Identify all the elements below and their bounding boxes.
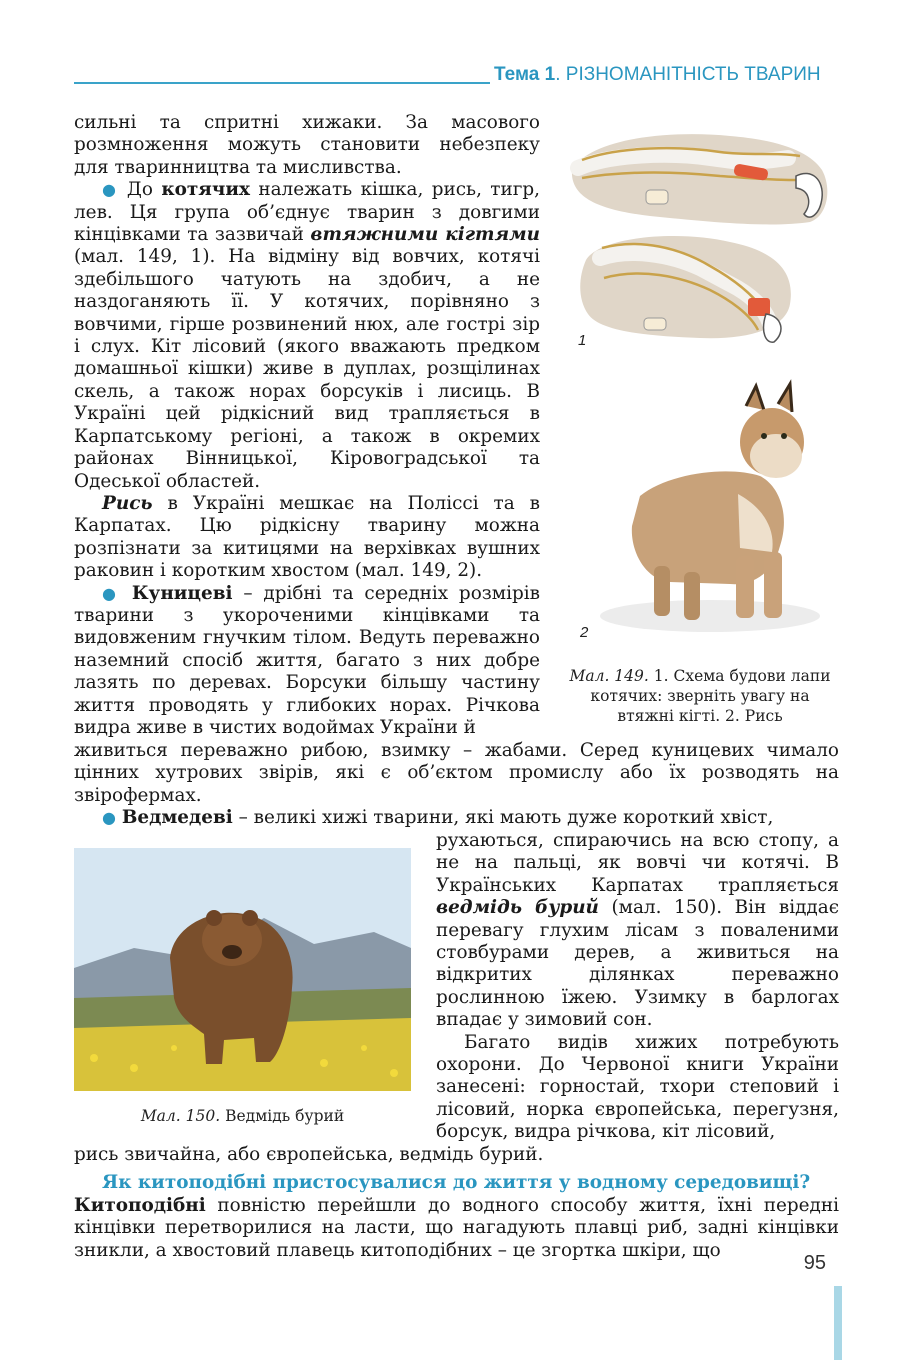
term-lynx: Рись xyxy=(102,492,153,514)
page-edge-bar xyxy=(834,1286,842,1360)
paragraph-1: сильні та спритні хижаки. За масового розмноження можуть становити небезпеку для тваринництва та мисливства. xyxy=(74,112,540,178)
felids-post: (мал. 149, 1). На відміну від вовчих, котячі здебільшого чатують на здобич, а не наздоганяють її. У котячих, порівняно з вовчими, гірше розвинений нюх, але гострі зір і слух. Кіт лісовий (якого вважають предком домашньої кішки) живе в дуплах, розщілинах скель, а також норах борсуків і лисиць. В Україні цей рідкісний вид трапляється в Карпатському регіоні, а також в окремих районах Вінницької, Кіровоградської та Одеської областей. xyxy=(74,246,540,492)
figure-149-caption xyxy=(560,666,840,726)
term-cetaceans: Китоподібні xyxy=(74,1194,206,1216)
term-mustelids: Куницеві xyxy=(131,582,233,604)
caption-150-text: Ведмідь бурий xyxy=(220,1107,345,1125)
cetaceans-post: повністю перейшли до водного способу життя, їхні передні кінцівки перетворилися на ласти, що нагадують плавці риб, задні кінцівки зникли, а хвостовий плавець китоподібних – це згортка шкіри, що xyxy=(74,1194,839,1261)
paragraph-bears-lead xyxy=(74,807,839,829)
page-number: 95 xyxy=(803,1252,826,1274)
term-ursids: Ведмедеві xyxy=(121,807,233,829)
mustelids-post: – дрібні та середніх розмірів тварини з укороченими кінцівками та видовженим гнучким тілом. Ведуть переважно наземний спосіб життя, багато з них добре лазять по деревах. Борсуки більшу частину життя проводять у глибоких норах. Річкова видра живе в чистих водоймах України й xyxy=(74,582,540,738)
figure-150-bear-image xyxy=(74,848,411,1091)
bullet-icon: ● xyxy=(102,180,119,200)
figure-149-lynx-image xyxy=(560,376,840,646)
term-retractable-claws: втяжними кігтями xyxy=(310,224,540,246)
text-column-1 xyxy=(74,112,540,739)
paragraph-bears-body xyxy=(436,830,839,1032)
header-rule xyxy=(74,82,490,84)
paragraph-lynx xyxy=(74,493,540,583)
text-full-width-1 xyxy=(74,740,839,830)
text-column-bear xyxy=(436,830,839,1144)
text-full-width-2 xyxy=(74,1144,839,1262)
lynx-icon xyxy=(560,376,840,646)
figure-149-label-2: 2 xyxy=(580,624,589,641)
bear-icon xyxy=(74,848,411,1091)
section-question: Як китоподібні пристосувалися до життя у водному середовищі? xyxy=(102,1172,811,1194)
term-felids: котячих xyxy=(161,179,250,201)
bears-body-a: рухаються, спираючись на всю стопу, а не на пальці, як вовчі чи котячі. В Українських Карпатах трапляється xyxy=(436,830,839,896)
topic-sep: . xyxy=(555,64,566,85)
felids-pre: До xyxy=(126,179,162,201)
paragraph-red-book: Багато видів хижих потребують охорони. До Червоної книги України занесені: горностай, тхори степовий і лісовий, норка європейська, перегузня, борсук, видра річкова, кіт лісовий, xyxy=(436,1031,839,1143)
caption-150-num: Мал. 150. xyxy=(140,1107,221,1125)
term-brown-bear: ведмідь бурий xyxy=(436,897,599,919)
figure-149-paw-diagram xyxy=(560,118,840,358)
paragraph-mustelids-cont: живиться переважно рибою, взимку – жабами. Серед куницевих чимало цінних хутрових звірів, які є об’єктом промислу або їх розводять на звірофермах. xyxy=(74,740,839,806)
bullet-icon: ● xyxy=(102,808,116,828)
felids-mid: належать кішка, рись, тигр, лев. Ця група об’єднує тварин з довгими кінцівками та зазвичай xyxy=(74,179,540,246)
paragraph-cetaceans xyxy=(74,1195,839,1262)
bears-lead-post: – великі хижі тварини, які мають дуже короткий хвіст, xyxy=(232,807,774,829)
topic-label: Тема 1 xyxy=(494,64,556,85)
paragraph-felids xyxy=(74,179,540,493)
paragraph-mustelids xyxy=(74,583,540,740)
topic-title: РІЗНОМАНІТНІСТЬ ТВАРИН xyxy=(565,64,821,85)
header-topic xyxy=(494,64,821,86)
bullet-icon: ● xyxy=(102,583,121,603)
paragraph-red-book-tail: рись звичайна, або європейська, ведмідь бурий. xyxy=(74,1144,544,1165)
figure-150-caption xyxy=(74,1106,411,1126)
caption-149-num: Мал. 149. xyxy=(569,667,649,685)
paw-diagram-svg xyxy=(560,118,840,358)
bears-body-b: (мал. 150). Він віддає перевагу глухим лісам з поваленими стовбурами дерев, а живиться на відкритих ділянках переважно рослинною їжею. Узимку в барлогах впадає у зимовий сон. xyxy=(436,897,839,1031)
caption-149-text: 1. Схема будови лапи котячих: зверніть увагу на втяжні кігті. 2. Рись xyxy=(590,667,831,725)
figure-149-label-1: 1 xyxy=(578,332,587,349)
lynx-post: в Україні мешкає на Поліссі та в Карпатах. Цю рідкісну тварину можна розпізнати за китицями на верхівках вушних раковин і коротким хвостом (мал. 149, 2). xyxy=(74,492,540,582)
